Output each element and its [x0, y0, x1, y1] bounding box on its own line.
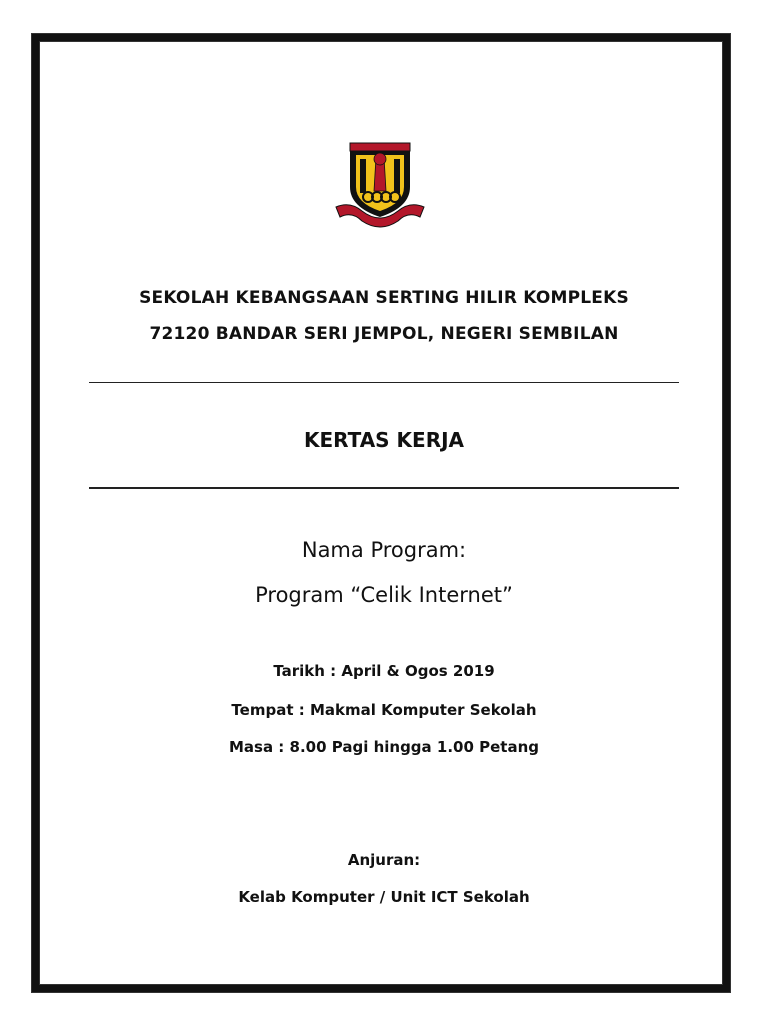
detail-venue: Tempat : Makmal Komputer Sekolah [231, 701, 537, 719]
program-label: Nama Program: [301, 538, 467, 562]
school-crest-logo [330, 135, 430, 235]
divider-top [89, 382, 679, 383]
organizer-label: Anjuran: [347, 851, 421, 869]
school-address: 72120 BANDAR SERI JEMPOL, NEGERI SEMBILAN [149, 324, 619, 344]
detail-date: Tarikh : April & Ogos 2019 [273, 662, 495, 680]
program-name: Program “Celik Internet” [255, 583, 513, 607]
organizer-name: Kelab Komputer / Unit ICT Sekolah [238, 888, 530, 906]
school-name: SEKOLAH KEBANGSAAN SERTING HILIR KOMPLEKS [139, 288, 629, 308]
document-title: KERTAS KERJA [303, 428, 465, 452]
divider-bottom [89, 487, 679, 489]
detail-time: Masa : 8.00 Pagi hingga 1.00 Petang [228, 738, 539, 756]
